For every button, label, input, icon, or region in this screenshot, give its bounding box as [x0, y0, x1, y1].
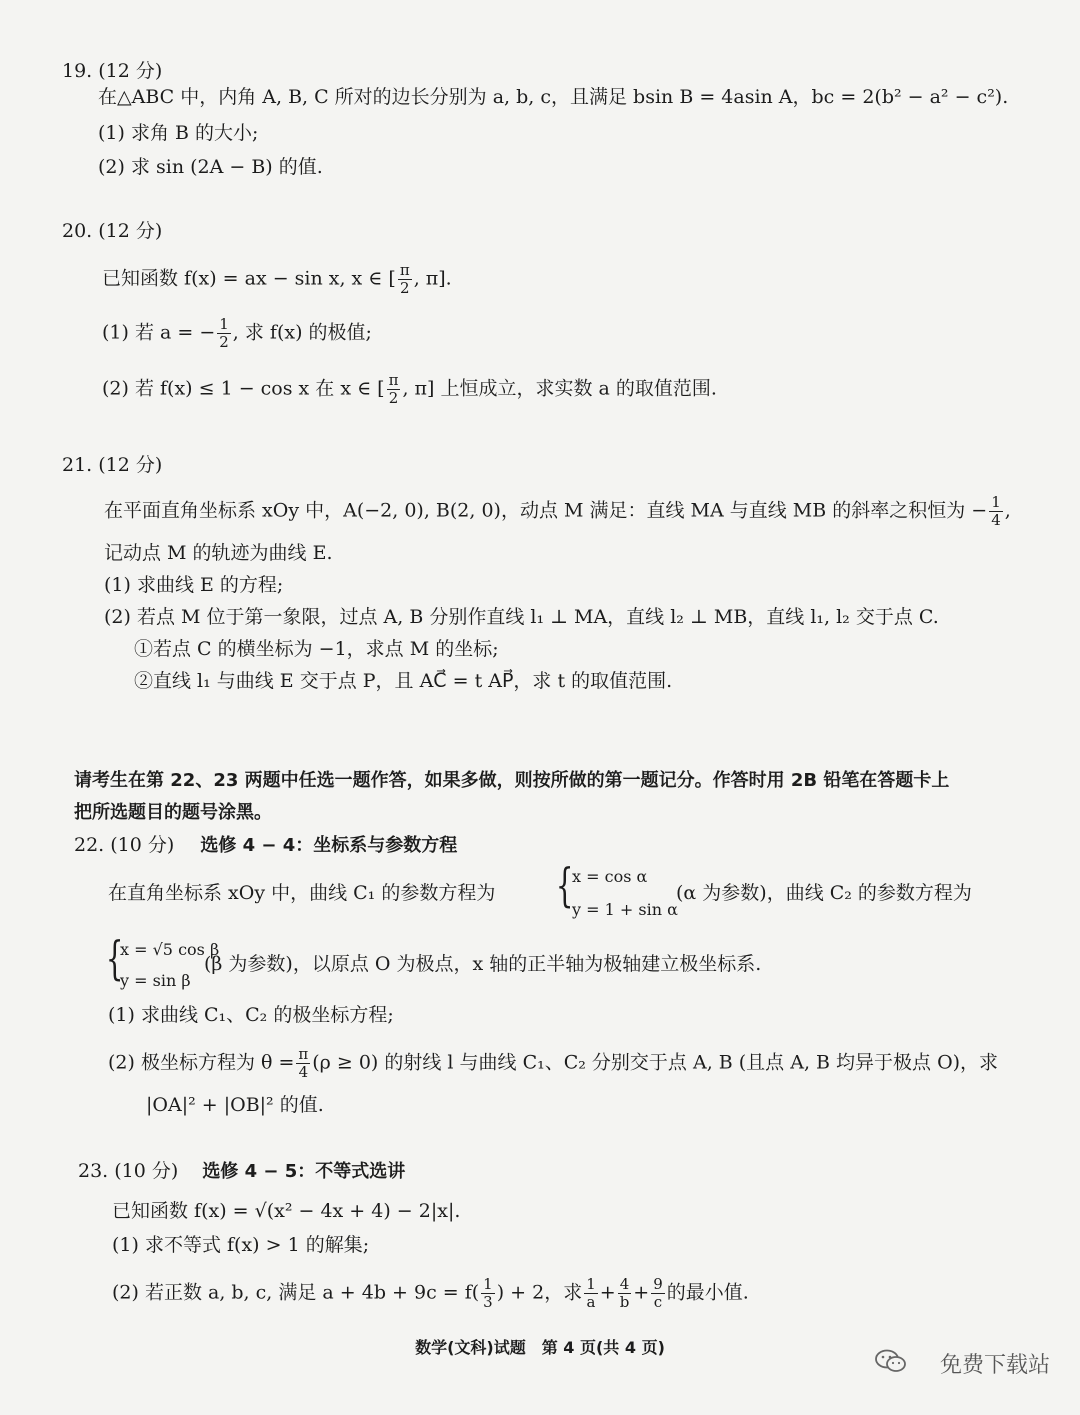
q20-part1: (1) 若 a = − $\frac{1}{2}$ , 求 f(x) 的极值;: [102, 315, 372, 351]
c1-y-eq: y = 1 + sin α: [572, 900, 678, 919]
q21-part1: (1) 求曲线 E 的方程;: [104, 574, 284, 596]
page-footer: 数学(文科)试题 第 4 页(共 4 页): [415, 1338, 665, 1357]
q20-part2: (2) 若 f(x) ≤ 1 − cos x 在 x ∈ [ $\frac{\pi}{2}$ , π] 上恒成立，求实数 a 的取值范围.: [102, 371, 717, 407]
q23-part1: (1) 求不等式 f(x) > 1 的解集;: [112, 1234, 370, 1256]
q21-sub1: ①若点 C 的横坐标为 −1，求点 M 的坐标;: [134, 638, 499, 660]
fraction: $\frac{\pi}{2}$: [388, 371, 399, 407]
q19-part1: (1) 求角 B 的大小;: [98, 122, 259, 144]
fraction: $\frac{1}{3}$: [483, 1275, 493, 1311]
q21-stem-2: 记动点 M 的轨迹为曲线 E.: [104, 542, 333, 564]
fraction: $\frac{1}{2}$: [219, 315, 229, 351]
q21-sub2: ②直线 l₁ 与曲线 E 交于点 P，且 AC⃗ = t AP⃗，求 t 的取值范围.: [134, 670, 673, 692]
c1-x-eq: x = cos α: [572, 867, 648, 886]
brace-c2: {: [105, 931, 124, 985]
c2-x-eq: x = √5 cos β: [120, 940, 220, 959]
q19-part2: (2) 求 sin (2A − B) 的值.: [98, 156, 323, 178]
q19-stem: 在△ABC 中，内角 A, B, C 所对的边长分别为 a, b, c，且满足 bsin B = 4asin A，bc = 2(b² − a² − c²).: [98, 86, 1009, 108]
q20-heading: 20. (12 分): [62, 220, 163, 242]
q22-stem-c: (β 为参数)，以原点 O 为极点，x 轴的正半轴为极轴建立极坐标系.: [204, 953, 762, 975]
wechat-icon: [874, 1349, 908, 1373]
brace-c1: {: [555, 858, 574, 912]
fraction: $\frac{\pi}{4}$: [298, 1045, 309, 1081]
q22-stem-a: 在直角坐标系 xOy 中，曲线 C₁ 的参数方程为: [108, 882, 496, 904]
watermark-text: 免费下载站: [939, 1353, 1050, 1378]
c2-y-eq: y = sin β: [120, 971, 191, 990]
q20-stem: 已知函数 f(x) = ax − sin x, x ∈ [ $\frac{\pi}{2}$ , π].: [102, 261, 452, 297]
q22-part1: (1) 求曲线 C₁、C₂ 的极坐标方程;: [108, 1004, 394, 1026]
fraction: $\frac{1}{a}$: [586, 1275, 596, 1311]
q21-stem: 在平面直角坐标系 xOy 中，A(−2, 0), B(2, 0)，动点 M 满足：直线 MA 与直线 MB 的斜率之积恒为 − $\frac{1}{4}$ ,: [104, 493, 1011, 529]
q22-heading: 22. (10 分) 选修 4 − 4：坐标系与参数方程: [74, 834, 458, 856]
q23-part2: (2) 若正数 a, b, c, 满足 a + 4b + 9c = f( $\frac{1}{3}$ ) + 2，求 $\frac{1}{a}$ + $\frac{4}{b}$ + $\frac{9}{c}$ 的最小值.: [112, 1275, 749, 1311]
q22-part2-cont: |OA|² + |OB|² 的值.: [146, 1094, 324, 1116]
q22-stem-b: (α 为参数)，曲线 C₂ 的参数方程为: [676, 882, 972, 904]
q23-stem: 已知函数 f(x) = √(x² − 4x + 4) − 2|x|.: [112, 1200, 461, 1222]
q21-part2: (2) 若点 M 位于第一象限，过点 A, B 分别作直线 l₁ ⊥ MA，直线 l₂ ⊥ MB，直线 l₁, l₂ 交于点 C.: [104, 606, 939, 628]
fraction: $\frac{\pi}{2}$: [399, 261, 410, 297]
q22-part2: (2) 极坐标方程为 θ = $\frac{\pi}{4}$ (ρ ≥ 0) 的射线 l 与曲线 C₁、C₂ 分别交于点 A, B (且点 A, B 均异于极点 O)，求: [108, 1045, 999, 1081]
q21-heading: 21. (12 分): [62, 454, 163, 476]
q23-heading: 23. (10 分) 选修 4 − 5：不等式选讲: [78, 1160, 406, 1182]
notice-line-1: 请考生在第 22、23 两题中任选一题作答，如果多做，则按所做的第一题记分。作答时用 2B 铅笔在答题卡上: [74, 770, 950, 791]
fraction: $\frac{4}{b}$: [619, 1275, 630, 1311]
fraction: $\frac{1}{4}$: [991, 493, 1001, 529]
fraction: $\frac{9}{c}$: [653, 1275, 663, 1311]
q19-heading: 19. (12 分): [62, 60, 163, 82]
notice-line-2: 把所选题目的题号涂黑。: [74, 802, 272, 823]
